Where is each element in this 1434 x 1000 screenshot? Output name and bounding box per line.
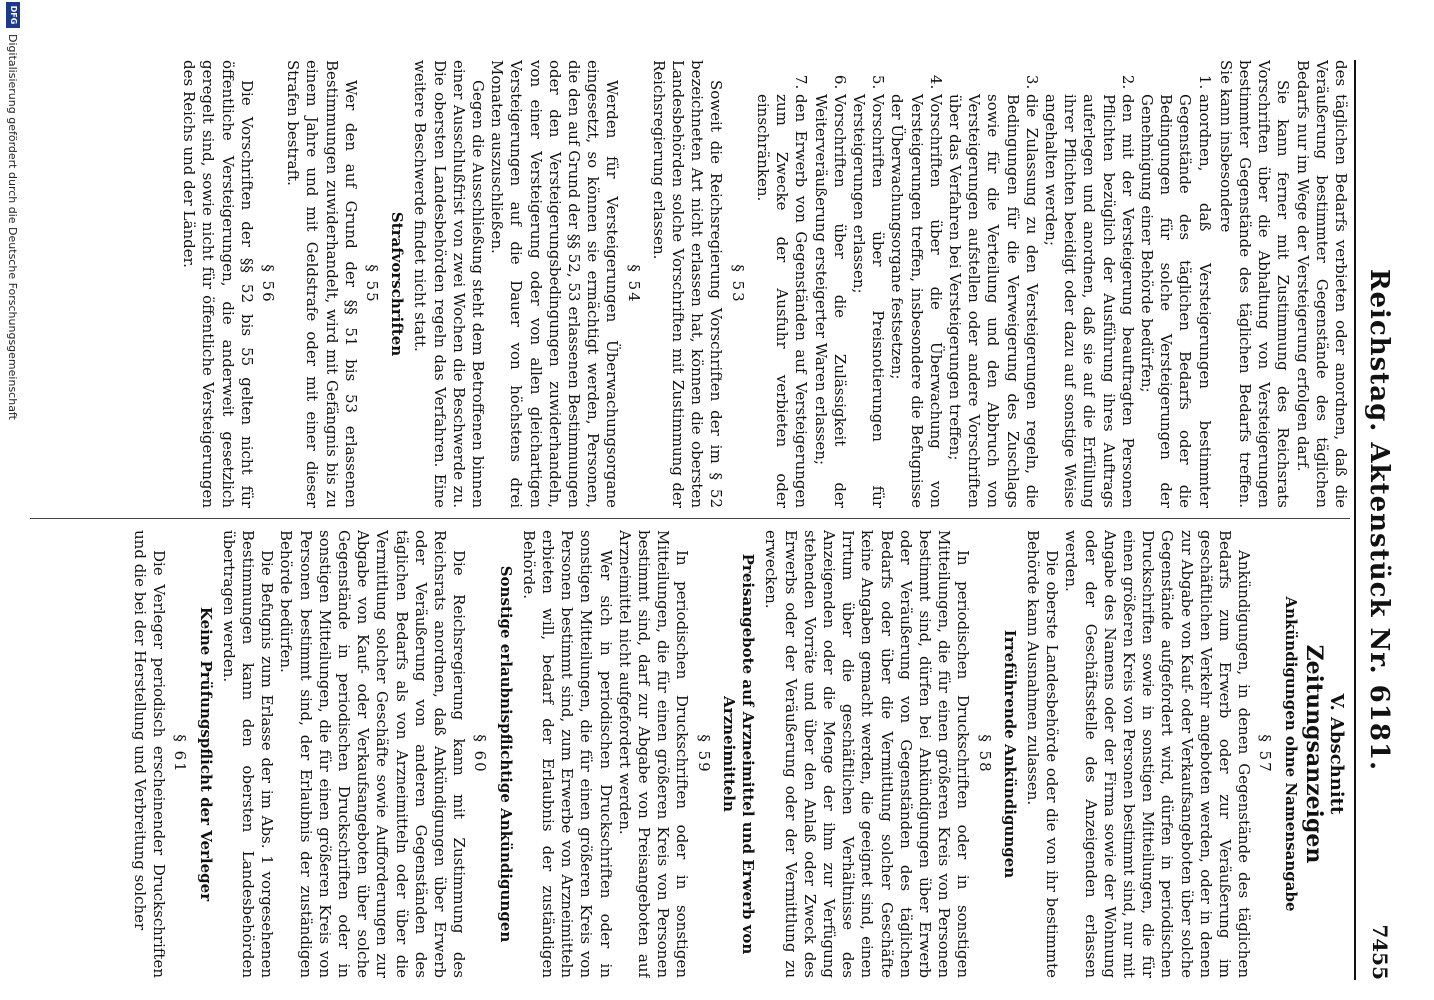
section-number: § 57 [1256, 734, 1275, 774]
right-column [30, 530, 1350, 978]
page-header [1354, 60, 1396, 980]
paragraph-kann: Sie kann ferner mit Zustimmung des Reichsrats Vorschriften über die Abhaltung von Versteigerungen bestimmter Gegenstände des täglichen Bedarfs treffen. Sie kann insbesondere [1216, 60, 1293, 508]
section-number: § 61 [171, 734, 190, 774]
paragraph: Wer sich in periodischen Druckschriften oder in sonstigen Mitteilungen, die für einen größeren Kreis von Personen bestimmt sind, zum Erwerbe von Arzneimitteln erbieten will, bedarf der Erlaubnis der zuständigen Behörde. [519, 530, 615, 978]
section-number: § 53 [728, 264, 747, 304]
paragraph: Wer den auf Grund der §§ 51 bis 53 erlassenen Bestimmungen zuwiderhandelt, wird mit Gefängnis bis zu einem Jahre und mit Geldstrafe oder mit einer dieser Strafen bestraft. [284, 60, 360, 508]
dfg-logo: DFG [6, 2, 20, 28]
section-number: § 55 [363, 264, 382, 304]
section-heading: Keine Prüfungspflicht der Verleger [196, 606, 215, 902]
paragraph: Soweit die Reichsregierung Vorschriften der im § 52 bezeichneten Art nicht erlassen hat, können die obersten Landesbehörden solche Vorschriften mit Zustimmung der Reichsregierung erlassen. [649, 60, 726, 508]
list-item: 7. den Erwerb von Gegenständen auf Versteigerungen zum Zwecke der Ausfuhr verbieten oder einschränken. [753, 94, 811, 508]
paragraph: Werden für Versteigerungen Überwachungsorgane eingesetzt, so können sie ermächtigt werden, Personen, die den auf Grund der §§ 52, 53 erlassenen Bestimmungen oder den Versteigerungsbedingungen zuwiderhandeln, von einer Versteigerung oder von allen gleichartigen Versteigerungen auf die Dauer von höchstens drei Monaten auszuschließen. [488, 60, 622, 508]
digitization-footer [2, 0, 22, 1000]
section-heading: Sonstige erlaubnispflichtige Ankündigungen [496, 565, 515, 943]
paragraph: Die Verleger periodisch erscheinender Druckschriften und die bei der Herstellung und Verbreitung solcher [131, 530, 169, 978]
list-item: 1. anordnen, daß Versteigerungen bestimmter Gegenstände des täglichen Bedarfs oder die Bedingungen für solche Versteigerungen der Genehmigung einer Behörde bedürfen; [1137, 94, 1214, 508]
left-column [30, 60, 1350, 508]
paragraph: Die Reichsregierung kann mit Zustimmung des Reichsrats anordnen, daß Ankündigungen über Erwerb oder Veräußerung von anderen Gegenständen des täglichen Bedarfs als von Arzneimitteln oder über die Vermittlung solcher Geschäfte sowie Aufforderungen zur Abgabe von Kauf- oder Verkaufsangeboten über solche Gegenstände in periodischen Druckschriften oder in sonstigen Mitteilungen, die für einen größeren Kreis von Personen bestimmt sind, der Erlaubnis der zuständigen Behörde bedürfen. [277, 530, 469, 978]
paragraph: Ankündigungen, in denen Gegenstände des täglichen Bedarfs zum Erwerb oder zur Veräußerung im geschäftlichen Verkehr angeboten werden, oder in denen zur Abgabe von Kauf- oder Verkaufsangeboten über solche Gegenstände aufgefordert wird, dürfen in periodischen Druckschriften sowie in sonstigen Mitteilungen, die für einen größeren Kreis von Personen bestimmt sind, nur mit Angabe des Namens oder der Firma sowie der Wohnung oder der Geschäftsstelle des Anzeigenden erlassen werden. [1062, 530, 1254, 978]
paragraph: Die oberste Landesbehörde oder die von ihr bestimmte Behörde kann Ausnahmen zulassen. [1023, 530, 1062, 978]
chapter-heading: V. Abschnitt [1326, 693, 1347, 815]
column-divider [30, 518, 1350, 519]
paragraph: Die Vorschriften der §§ 52 bis 55 gelten nicht für öffentliche Versteigerungen, die anderweit gesetzlich geregelt sind, sowie nicht für öffentliche Versteigerungen des Reichs und der Länder. [180, 60, 256, 508]
numbered-list [753, 60, 1214, 508]
page-title: Reichstag. Aktenstück Nr. 6181. [1364, 268, 1394, 772]
chapter-title: Zeitungsanzeigen [1300, 644, 1327, 864]
paragraph: Gegen die Ausschließung steht dem Betroffenen binnen einer Ausschlußfrist von zwei Wochen die Beschwerde zu. Die obersten Landesbehörden regeln das Verfahren. Eine weitere Beschwerde findet nicht statt. [411, 60, 488, 508]
section-heading: Irreführende Ankündigungen [1000, 629, 1019, 879]
paragraph-intro: des täglichen Bedarfs verbieten oder anordnen, daß die Veräußerung bestimmter Gegenstände des täglichen Bedarfs nur im Wege der Versteigerung erfolgen darf. [1293, 60, 1350, 508]
list-item: 2. den mit der Versteigerung beauftragten Personen Pflichten bezüglich der Ausführung ihres Auftrags auferlegen und anordnen, daß sie auf die Erfüllung ihrer Pflichten beeidigt oder dazu auf sonstige Weise angehalten werden; [1041, 94, 1137, 508]
section-heading: Strafvorschriften [388, 211, 407, 357]
section-number: § 54 [624, 264, 643, 304]
section-heading: Preisangebote auf Arzneimittel und Erwerb von Arzneimitteln [719, 553, 758, 955]
list-item: 5. Vorschriften über Preisnotierungen für Versteigerungen erlassen; [849, 94, 887, 508]
paragraph: Die Befugnis zum Erlasse der im Abs. 1 vorgesehenen Bestimmungen kann den obersten Landesbehörden übertragen werden. [219, 530, 277, 978]
section-number: § 60 [471, 734, 490, 774]
paragraph: In periodischen Druckschriften oder in sonstigen Mitteilungen, die für einen größeren Kreis von Personen bestimmt sind, dürfen bei Ankündigungen über Erwerb oder Veräußerung von Gegenständen des täglichen Bedarfs oder über die Vermittlung solcher Geschäfte keine Angaben gemacht werden, die geeignet sind, einen Irrtum über die geschäftlichen Verhältnisse des Anzeigenden oder die Menge der ihm zur Verfügung stehenden Vorräte und über den Anlaß oder Zweck des Erwerbs oder der Veräußerung oder der Vermittlung zu erwecken. [762, 530, 973, 978]
paragraph: In periodischen Druckschriften oder in sonstigen Mitteilungen, die für einen größeren Kreis von Personen bestimmt sind, darf zur Abgabe von Preisangeboten auf Arzneimittel nicht aufgefordert werden. [615, 530, 692, 978]
section-number: § 56 [259, 264, 278, 304]
section-heading: Ankündigungen ohne Namensangabe [1281, 596, 1300, 912]
section-number: § 59 [694, 734, 713, 774]
footer-text: Digitalisierung gefördert durch die Deutsche Forschungsgemeinschaft [6, 34, 19, 420]
list-item: 6. Vorschriften über die Zulässigkeit der Weiterveräußerung ersteigerter Waren erlassen; [810, 94, 848, 508]
page-number: 7455 [1368, 924, 1392, 980]
list-item: 4. Vorschriften über die Überwachung von Versteigerungen treffen, insbesondere die Befugnisse der Überwachungsorgane festsetzen; [887, 94, 945, 508]
list-item: 3. die Zulassung zu den Versteigerungen regeln, die Bedingungen für die Verweigerung des Zuschlags sowie für die Verteilung und den Abbruch von Versteigerungen aufstellen oder andere Vorschriften über das Verfahren bei Versteigerungen treffen; [945, 94, 1041, 508]
section-number: § 58 [975, 734, 994, 774]
